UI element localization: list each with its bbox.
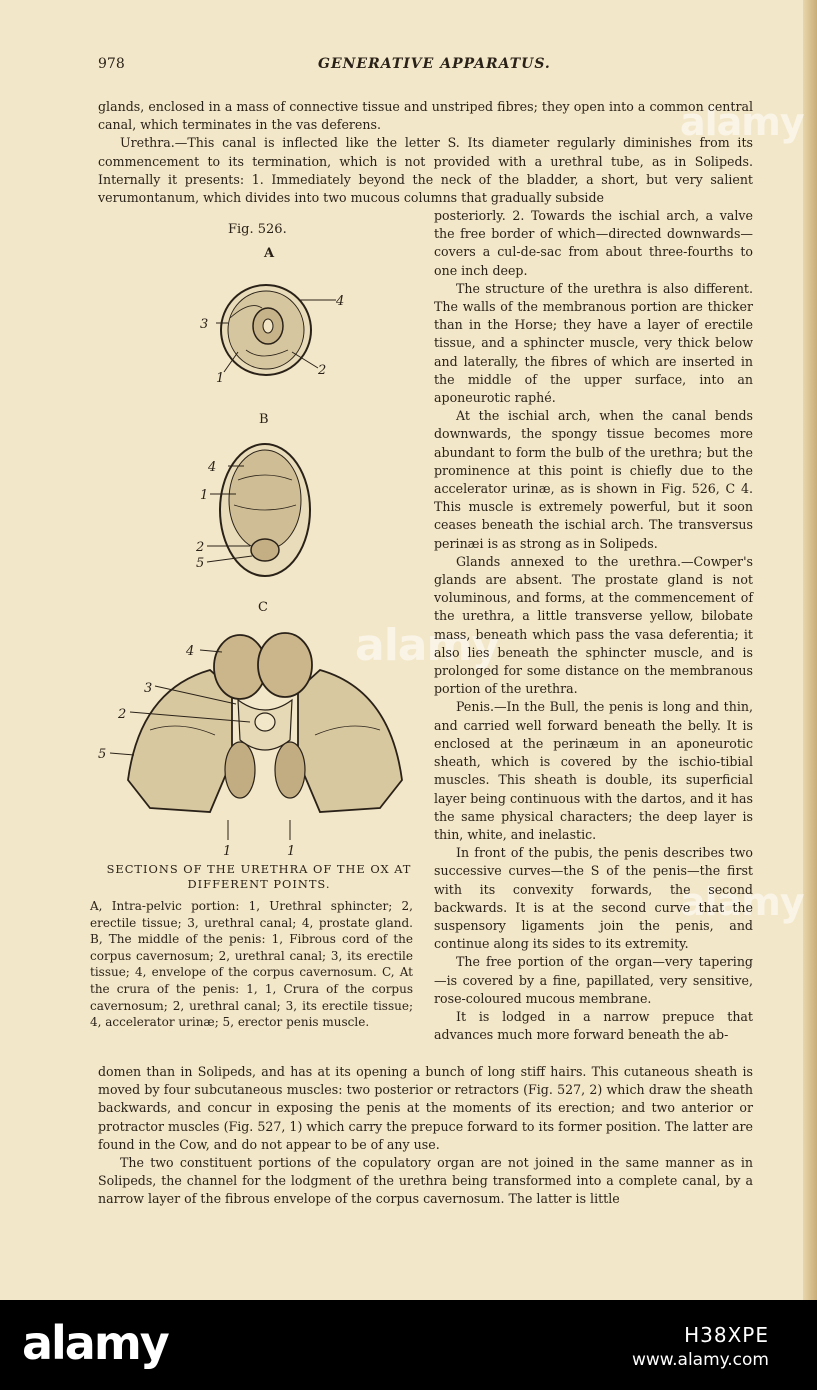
figure-number: Fig. 526. bbox=[228, 222, 287, 237]
label-c-3: 3 bbox=[144, 681, 153, 696]
label-c-4: 4 bbox=[186, 644, 195, 659]
paragraph-sheath: domen than in Solipeds, and has at its opening a bunch of long stiff hairs. This cutaneous sheath is moved by four subcutaneous muscles: two posterior or retractors (Fig. 527, 2) which draw the sheath backwards, and concur in exposing the penis at the moments of its erection; and two anterior or protractor muscles (Fig. 527, 1) which carry the prepuce forward to its former position. The latter are found in the Cow, and do not appear to be of any use. bbox=[98, 1064, 753, 1152]
label-a-4: 4 bbox=[336, 294, 345, 309]
watermark-top-right: alamy bbox=[680, 100, 804, 144]
label-c-1-right: 1 bbox=[287, 844, 296, 859]
paragraph-posteriorly: posteriorly. 2. Towards the ischial arch, a valve the free border of which—directed downwards—covers a cul-de-sac from about three-fourths to one inch deep. bbox=[434, 208, 753, 278]
footer-image-id: H38XPE bbox=[684, 1323, 769, 1347]
panel-b-label: B bbox=[259, 412, 269, 427]
paragraph-urethra: Urethra.—This canal is inflected like the letter S. Its diameter regularly diminishes from its commencement to its termination, which is not provided with a urethral tube, as in Solipeds. Internally it presents: 1. Immediately beyond the neck of the bladder, a short, but very salient verumontanum, which divides into two mucous columns that gradually subside bbox=[98, 135, 753, 206]
figure-caption-body: A, Intra-pelvic portion: 1, Urethral sphincter; 2, erectile tissue; 3, urethral canal; 4, prostate gland. B, The middle of the penis: 1, Fibrous cord of the corpus cavernosum; 2, urethral canal; 3, its erectile tissue; 4, envelope of the corpus cavernosum. C, At the crura of the penis: 1, 1, Crura of the corpus cavernosum; 2, urethral canal; 3, its erectile tissue; 4, accelerator urinæ; 5, erector penis muscle. bbox=[90, 899, 413, 1030]
page-number: 978 bbox=[98, 56, 125, 72]
label-a-2: 2 bbox=[318, 363, 327, 378]
label-b-4: 4 bbox=[208, 460, 217, 475]
label-c-1-left: 1 bbox=[223, 844, 232, 859]
paragraph-ischial-arch: At the ischial arch, when the canal bends downwards, the spongy tissue becomes more abundant to form the bulb of the urethra; but the prominence at this point is chiefly due to the accelerator urinæ, as is shown in Fig. 526, C 4. This muscle is extremely powerful, but it soon ceases beneath the ischial arch. The transversus perinæi is as strong as in Solipeds. bbox=[434, 408, 753, 551]
paragraph-glands-annexed: Glands annexed to the urethra.—Cowper's glands are absent. The prostate gland is not voluminous, and forms, at the commencement of the urethra, a little transverse yellow, bilobate mass, beneath which pass the vasa deferentia; it also lies beneath the sphincter muscle, and is prolonged for some distance on the membranous portion of the urethra. bbox=[434, 553, 753, 697]
label-b-1: 1 bbox=[200, 488, 209, 503]
paragraph-prepuce: It is lodged in a narrow prepuce that advances much more forward beneath the ab- bbox=[434, 1008, 753, 1043]
watermark-lower-right: alamy bbox=[680, 880, 804, 924]
body-text-bottom bbox=[98, 1063, 753, 1209]
figure-caption-title: SECTIONS OF THE URETHRA OF THE OX AT DIFFERENT POINTS. bbox=[106, 862, 412, 891]
section-c-drawing bbox=[110, 633, 402, 840]
watermark-center: alamy bbox=[355, 620, 499, 671]
label-b-5: 5 bbox=[196, 556, 205, 571]
paragraph-pubis: In front of the pubis, the penis describes two successive curves—the S of the penis—the first with its convexity forwards, the second backwards. It is at the second curve that the suspensory ligaments join the penis, and continue along its sides to its extremity. bbox=[434, 845, 753, 952]
panel-c-label: C bbox=[258, 600, 268, 615]
section-b-drawing bbox=[207, 444, 310, 576]
paragraph-glands: glands, enclosed in a mass of connective tissue and unstriped fibres; they open into a common central canal, which terminates in the vas deferens. bbox=[98, 99, 753, 133]
panel-a-label: A bbox=[264, 246, 275, 261]
label-a-3: 3 bbox=[200, 317, 209, 332]
label-a-1: 1 bbox=[216, 371, 225, 386]
label-c-5: 5 bbox=[98, 747, 107, 762]
paragraph-penis: Penis.—In the Bull, the penis is long and thin, and carried well forward beneath the belly. It is enclosed at the perinæum in an aponeurotic sheath, which is covered by the ischio-tibial muscles. This sheath is double, its superficial layer being continuous with the dartos, and it has the same physical characters; the deep layer is thin, white, and inelastic. bbox=[434, 699, 753, 842]
section-b-labels bbox=[195, 460, 216, 571]
label-c-2: 2 bbox=[118, 707, 127, 722]
section-a-drawing bbox=[216, 285, 336, 375]
footer-brand-logo: alamy bbox=[22, 1316, 168, 1370]
label-b-2: 2 bbox=[196, 540, 205, 555]
paragraph-structure: The structure of the urethra is also different. The walls of the membranous portion are thicker than in the Horse; they have a layer of erectile tissue, and a sphincter muscle, very thick below and laterally, the fibres of which are inserted in the middle of the upper surface, into an aponeurotic raphé. bbox=[434, 280, 753, 406]
footer-url: www.alamy.com bbox=[631, 1350, 769, 1370]
paragraph-free-portion: The free portion of the organ—very tapering—is covered by a fine, papillated, very sensitive, rose-coloured mucous membrane. bbox=[434, 954, 753, 1006]
running-head: GENERATIVE APPARATUS. bbox=[318, 56, 551, 72]
paragraph-copulatory: The two constituent portions of the copulatory organ are not joined in the same manner as in Solipeds, the channel for the lodgment of the urethra being transformed into a complete canal, by a narrow layer of the fibrous envelope of the corpus cavernosum. The latter is little bbox=[98, 1155, 753, 1207]
